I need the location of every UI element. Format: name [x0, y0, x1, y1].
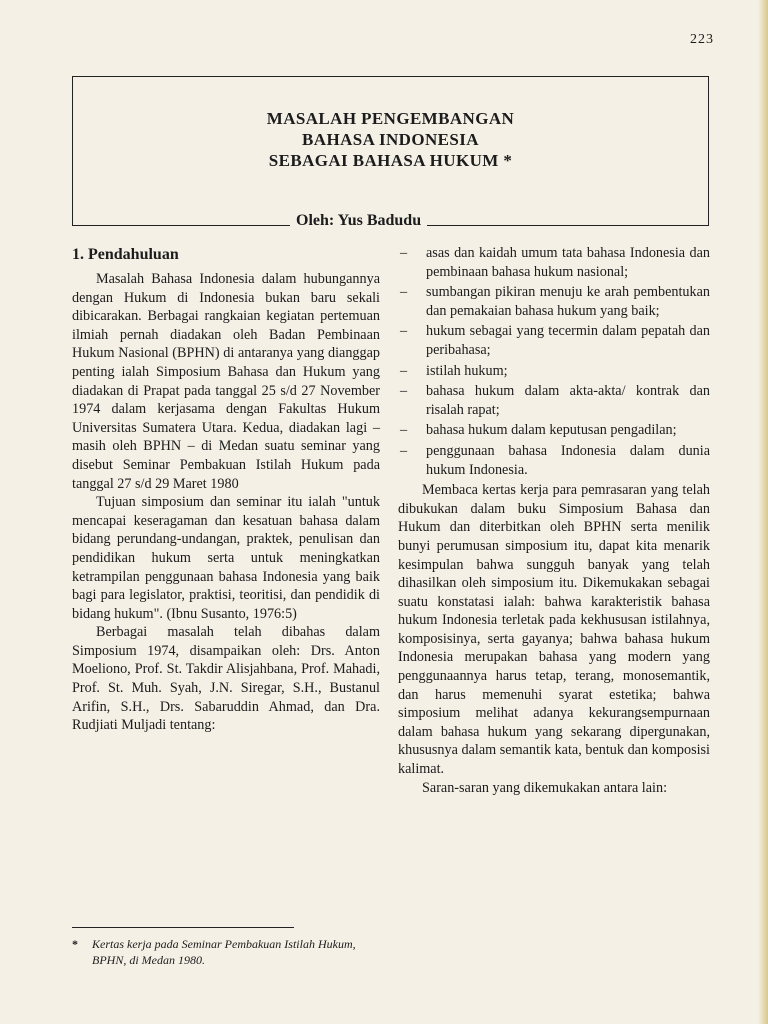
article-title: [72, 108, 709, 171]
list-item: [398, 362, 710, 381]
list-item: [398, 442, 710, 479]
topic-list: [398, 244, 710, 479]
list-item-text: bahasa hukum dalam akta-akta/ kontrak dan risalah rapat;: [426, 383, 710, 418]
dash-marker: –: [400, 284, 408, 301]
left-column: [72, 244, 380, 735]
paragraph: Saran-saran yang dikemukakan antara lain:: [422, 779, 668, 796]
dash-marker: –: [400, 323, 408, 340]
title-line-2: BAHASA INDONESIA: [302, 130, 479, 149]
footnote-rule: [72, 927, 294, 928]
section-heading: 1. Pendahuluan: [72, 246, 179, 263]
page-edge: [758, 0, 768, 1024]
dash-marker: –: [400, 422, 408, 439]
page-number: 223: [690, 32, 714, 47]
paragraph: Berbagai masalah telah dibahas dalam Simposium 1974, disampaikan oleh: Drs. Anton Moeliono, Prof. St. Takdir Alisjahbana, Prof. Mahadi, Prof. St. Muh. Syah, J.N. Siregar, S.H., Bustanul Arifin, S.H., Drs. Sabaruddin Ahmad, dan Dra. Rudjiati Muljadi tentang:: [72, 624, 380, 734]
dash-marker: –: [400, 383, 408, 400]
title-line-3: SEBAGAI BAHASA HUKUM *: [268, 151, 513, 170]
paragraph: Membaca kertas kerja para pemrasaran yang telah dibukukan dalam buku Simposium Bahasa dan Hukum dan diterbitkan oleh BPHN serta menilik bunyi perumusan simposium itu, dapat kita menarik kesimpulan bahwa sungguh banyak yang telah dihasilkan oleh simposium itu. Dikemukakan sebagai suatu konstatasi ialah: bahwa karakteristik bahasa hukum Indonesia terletak pada kekhususan istilahnya, komposisinya, serta gayanya; bahwa bahasa hukum Indonesia merupakan bahasa yang modern yang penggunaannya harus tetap, terang, monosemantik, dan harus memenuhi syarat estetika; bahwa simposium melihat adanya kekurangsempurnaan dalam bahasa hukum yang sekarang dipergunakan, khususnya dalam semantik kata, bentuk dan komposisi kalimat.: [398, 482, 710, 778]
author-byline: Oleh: Yus Badudu: [290, 212, 427, 230]
list-item-text: asas dan kaidah umum tata bahasa Indonesia dan pembinaan bahasa hukum nasional;: [426, 245, 710, 280]
footnote-text: Kertas kerja pada Seminar Pembakuan Istilah Hukum, BPHN, di Medan 1980.: [92, 937, 356, 967]
list-item: [398, 322, 710, 359]
list-item-text: sumbangan pikiran menuju ke arah pembentukan dan pemakaian bahasa hukum yang baik;: [426, 284, 710, 319]
list-item: [398, 382, 710, 419]
list-item-text: hukum sebagai yang tecermin dalam pepatah dan peribahasa;: [426, 323, 710, 358]
footnote-marker: *: [72, 937, 78, 951]
dash-marker: –: [400, 245, 408, 261]
right-column: [398, 244, 710, 797]
dash-marker: –: [400, 362, 408, 379]
title-line-1: MASALAH PENGEMBANGAN: [266, 109, 515, 128]
paragraph: Tujuan simposium dan seminar itu ialah "untuk mencapai keseragaman dan kesatuan bahasa dalam bidang perundang-undangan, praktek, penulisan dan pendidikan hukum serta untuk meningkatkan ketrampilan penggunaan bahasa Indonesia yang baik bagi para legislator, praktisi, teoritisi, dan pendidik di bidang hukum". (Ibnu Susanto, 1976:5): [72, 494, 380, 622]
list-item: [398, 244, 710, 281]
dash-marker: –: [400, 442, 408, 459]
list-item: [398, 283, 710, 320]
list-item-text: penggunaan bahasa Indonesia dalam dunia hukum Indonesia.: [426, 442, 710, 478]
list-item: [398, 421, 710, 440]
list-item-text: bahasa hukum dalam keputusan pengadilan;: [426, 422, 677, 439]
list-item-text: istilah hukum;: [426, 362, 508, 379]
paragraph: Masalah Bahasa Indonesia dalam hubungannya dengan Hukum di Indonesia bukan baru sekali dibicarakan. Berbagai rangkaian kegiatan pertemuan ilmiah pernah diadakan oleh Badan Pembinaan Hukum Nasional (BPHN) di antaranya yang dianggap penting ialah Simposium Bahasa dan Hukum yang diadakan di Prapat pada tanggal 25 s/d 27 November 1974 dalam kerjasama dengan Fakultas Hukum Universitas Sumatera Utara. Kedua, diadakan lagi – masih oleh BPHN – di Medan suatu seminar yang disebut Seminar Pembakuan Istilah Hukum pada tanggal 27 s/d 29 Maret 1980: [72, 271, 380, 492]
footnote: [72, 936, 372, 968]
